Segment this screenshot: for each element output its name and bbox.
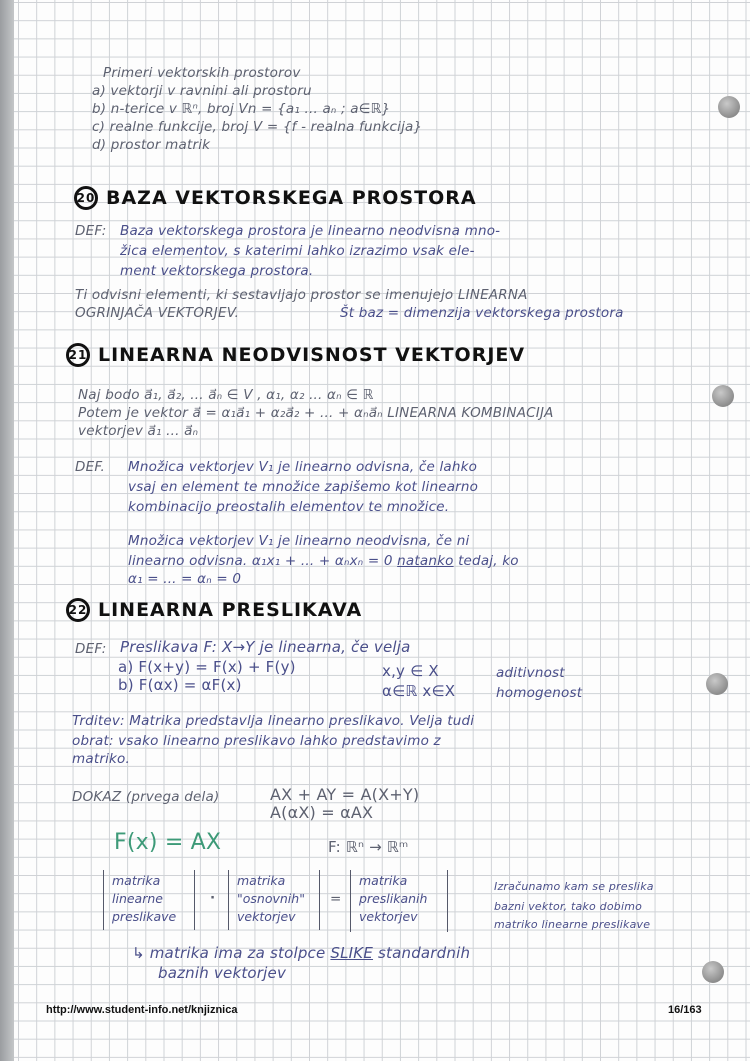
- intro-line: Naj bodo a⃗₁, a⃗₂, ... a⃗ₙ ∈ V , α₁, α₂ ... αₙ ∈ ℝ: [78, 387, 374, 403]
- rule-name: homogenost: [496, 685, 583, 701]
- section-heading-22: [66, 598, 362, 622]
- mapping-formula: F: ℝⁿ → ℝᵐ: [328, 838, 409, 856]
- definition-line: Množica vektorjev V₁ je linearno neodvisna, če ni: [128, 533, 470, 549]
- definition-line: kombinacijo preostalih elementov te množice.: [128, 499, 450, 515]
- definition-line: vsaj en element te množice zapišemo kot linearno: [128, 479, 479, 495]
- punch-hole: [702, 961, 724, 983]
- note-line: Ti odvisni elementi, ki sestavljajo prostor se imenujejo LINEARNA: [75, 287, 528, 303]
- example-item: a) vektorji v ravnini ali prostoru: [92, 83, 312, 99]
- matrix-label: preslikave: [112, 909, 177, 924]
- arrow-note-text: standardnih: [378, 944, 471, 962]
- definition-line: [128, 552, 519, 570]
- footer-url: http://www.student-info.net/knjiznica: [46, 1004, 238, 1016]
- section-heading-21: [66, 343, 525, 367]
- side-note-line: bazni vektor, tako dobimo: [494, 900, 643, 913]
- page-number: 16/163: [668, 1004, 702, 1016]
- rule-condition: α∈ℝ x∈X: [382, 682, 456, 700]
- definition-line: Množica vektorjev V₁ je linearno odvisna, če lahko: [128, 459, 478, 475]
- matrix-label: matrika: [112, 873, 161, 888]
- example-item: d) prostor matrik: [92, 137, 211, 153]
- rule-condition: x,y ∈ X: [382, 662, 439, 680]
- matrix-label: matrika: [359, 873, 408, 888]
- note-line: OGRINJAČA VEKTORJEV.: [75, 305, 240, 321]
- note-right: Št baz = dimenzija vektorskega prostora: [340, 305, 624, 321]
- definition-text: linearno odvisna. α₁x₁ + ... + αₙxₙ = 0: [128, 553, 393, 569]
- def-label: DEF:: [75, 641, 107, 657]
- arrow-note-text: matrika ima za stolpce: [149, 944, 326, 962]
- definition-line: α₁ = ... = αₙ = 0: [128, 571, 242, 587]
- multiply-dot: ·: [210, 890, 216, 906]
- equals-sign: =: [330, 891, 342, 907]
- dokaz-label: DOKAZ (prvega dela): [72, 789, 220, 805]
- examples-title: Primeri vektorskih prostorov: [103, 65, 301, 81]
- punch-hole: [718, 96, 740, 118]
- rule-name: aditivnost: [496, 665, 565, 681]
- arrow-note-continued: baznih vektorjev: [158, 964, 287, 982]
- hook-arrow-icon: ↳: [132, 944, 145, 962]
- matrix-label: vektorjev: [359, 909, 418, 924]
- trditev-line: obrat: vsako linearno preslikavo lahko predstavimo z: [72, 733, 441, 749]
- matrix-label: preslikanih: [359, 891, 428, 906]
- section-number-badge: 22: [66, 598, 90, 622]
- dokaz-line: A(αX) = αAX: [270, 803, 374, 822]
- page-left-edge: [0, 0, 14, 1061]
- section-heading-20: [74, 186, 477, 210]
- dokaz-line: AX + AY = A(X+Y): [270, 785, 420, 804]
- definition-line: Preslikava F: X→Y je linearna, če velja: [120, 638, 411, 656]
- matrix-linear-map: [103, 870, 195, 930]
- section-title: BAZA VEKTORSKEGA PROSTORA: [106, 187, 477, 209]
- formula-green: F(x) = AX: [114, 830, 222, 855]
- matrix-basis-vectors: [228, 870, 320, 930]
- underlined-word: SLIKE: [330, 944, 374, 962]
- punch-hole: [712, 385, 734, 407]
- section-number-badge: 20: [74, 186, 98, 210]
- definition-text: tedaj, ko: [458, 553, 519, 569]
- example-item: b) n-terice v ℝⁿ, broj Vn = {a₁ ... aₙ ; a∈ℝ}: [92, 101, 391, 117]
- intro-line: Potem je vektor a⃗ = α₁a⃗₁ + α₂a⃗₂ + ... + αₙa⃗ₙ LINEARNA KOMBINACIJA: [78, 405, 554, 421]
- intro-line: vektorjev a⃗₁ ... a⃗ₙ: [78, 423, 199, 439]
- def-label: DEF:: [75, 223, 107, 239]
- side-note-line: Izračunamo kam se preslika: [494, 880, 654, 893]
- matrix-label: linearne: [112, 891, 163, 906]
- arrow-note: [132, 944, 470, 962]
- section-number-badge: 21: [66, 343, 90, 367]
- trditev-line: Trditev: Matrika predstavlja linearno preslikavo. Velja tudi: [72, 713, 475, 729]
- section-title: LINEARNA PRESLIKAVA: [98, 599, 363, 621]
- matrix-mapped-vectors: [350, 870, 448, 932]
- rule-formula: a) F(x+y) = F(x) + F(y): [118, 658, 296, 676]
- trditev-line: matriko.: [72, 751, 130, 767]
- definition-line: ment vektorskega prostora.: [120, 263, 314, 279]
- definition-line: Baza vektorskega prostora je linearno neodvisna mno-: [120, 223, 501, 239]
- punch-hole: [706, 673, 728, 695]
- matrix-label: matrika: [237, 873, 286, 888]
- section-title: LINEARNA NEODVISNOST VEKTORJEV: [98, 344, 526, 366]
- def-label: DEF.: [75, 459, 106, 475]
- rule-formula: b) F(αx) = αF(x): [118, 676, 242, 694]
- underlined-word: natanko: [397, 553, 454, 569]
- matrix-label: vektorjev: [237, 909, 296, 924]
- example-item: c) realne funkcije, broj V = {f - realna funkcija}: [92, 119, 423, 135]
- matrix-label: "osnovnih": [237, 891, 305, 906]
- definition-line: žica elementov, s katerimi lahko izrazimo vsak ele-: [120, 243, 475, 259]
- side-note-line: matriko linearne preslikave: [494, 918, 651, 931]
